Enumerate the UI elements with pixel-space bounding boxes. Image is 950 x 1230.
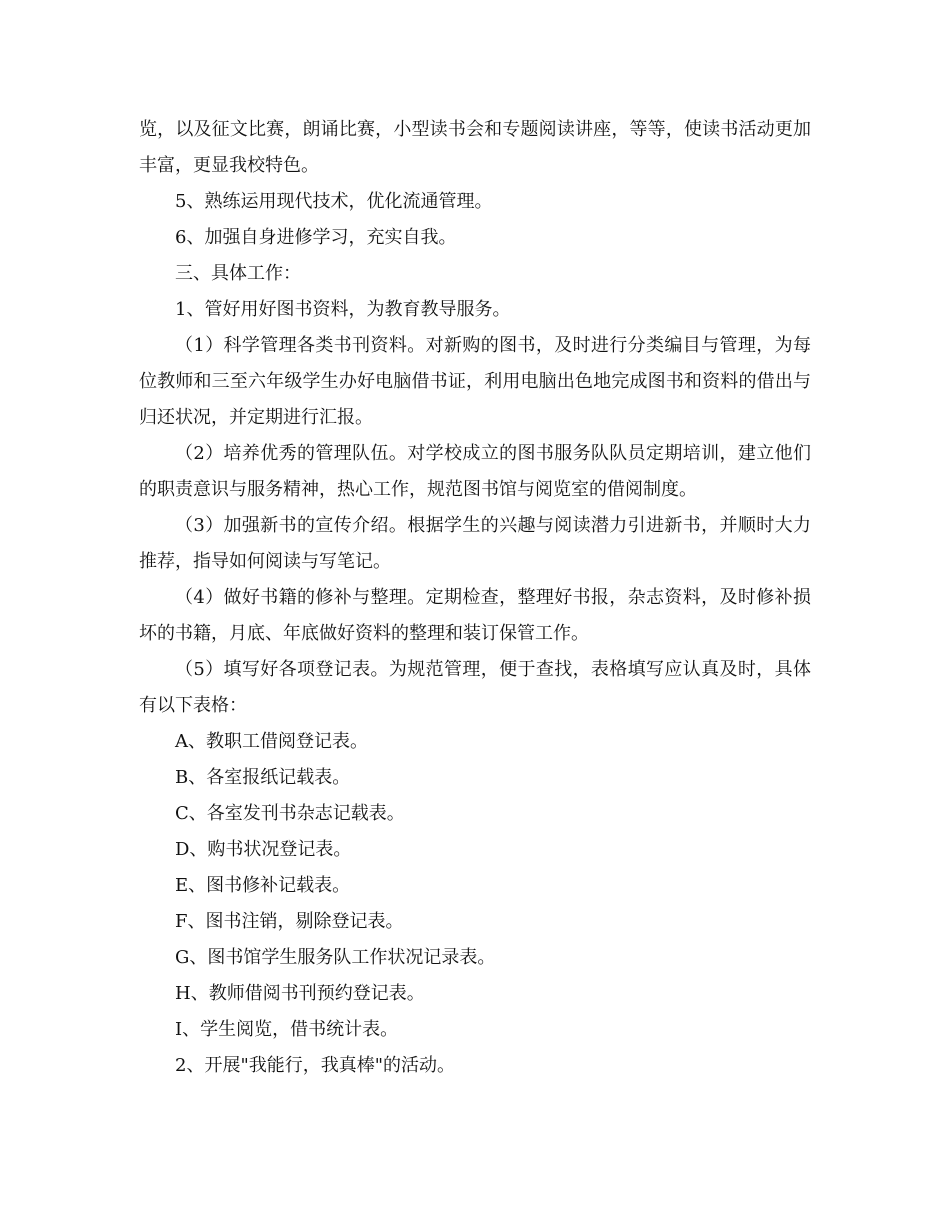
paragraph-sub-5: （5）填写好各项登记表。为规范管理，便于查找，表格填写应认真及时，具体有以下表格：	[139, 659, 811, 716]
paragraph-item-1: 1、管好用好图书资料，为教育教导服务。	[175, 299, 511, 320]
form-list-item-c: C、各室发刊书杂志记载表。	[175, 803, 405, 824]
form-list-item-b: B、各室报纸记载表。	[175, 767, 351, 788]
paragraph-sub-4: （4）做好书籍的修补与整理。定期检查，整理好书报，杂志资料，及时修补损坏的书籍，月底、年底做好资料的整理和装订保管工作。	[139, 587, 811, 644]
form-list-item-f: F、图书注销，剔除登记表。	[175, 911, 404, 932]
form-list-item-g: G、图书馆学生服务队工作状况记录表。	[175, 947, 496, 968]
paragraph-continuation: 览，以及征文比赛，朗诵比赛，小型读书会和专题阅读讲座，等等，使读书活动更加丰富，更显我校特色。	[139, 119, 811, 176]
form-list-item-h: H、教师借阅书刊预约登记表。	[175, 983, 425, 1004]
paragraph-sub-1: （1）科学管理各类书刊资料。对新购的图书，及时进行分类编目与管理，为每位教师和三至六年级学生办好电脑借书证，利用电脑出色地完成图书和资料的借出与归还状况，并定期进行汇报。	[139, 335, 811, 428]
paragraph-sub-3: （3）加强新书的宣传介绍。根据学生的兴趣与阅读潜力引进新书，并顺时大力推荐，指导如何阅读与写笔记。	[139, 515, 811, 572]
paragraph-item-2: 2、开展"我能行，我真棒"的活动。	[175, 1055, 456, 1076]
paragraph-item-6: 6、加强自身进修学习，充实自我。	[175, 227, 457, 248]
form-list-item-a: A、教职工借阅登记表。	[175, 731, 368, 752]
document-body	[139, 112, 811, 1084]
form-list-item-i: I、学生阅览，借书统计表。	[175, 1019, 399, 1040]
paragraph-item-5: 5、熟练运用现代技术，优化流通管理。	[175, 191, 493, 212]
form-list-item-d: D、购书状况登记表。	[175, 839, 352, 860]
paragraph-sub-2: （2）培养优秀的管理队伍。对学校成立的图书服务队队员定期培训，建立他们的职责意识与服务精神，热心工作，规范图书馆与阅览室的借阅制度。	[139, 443, 811, 500]
form-list-item-e: E、图书修补记载表。	[175, 875, 351, 896]
section-heading-specific-work: 三、具体工作：	[175, 263, 301, 284]
